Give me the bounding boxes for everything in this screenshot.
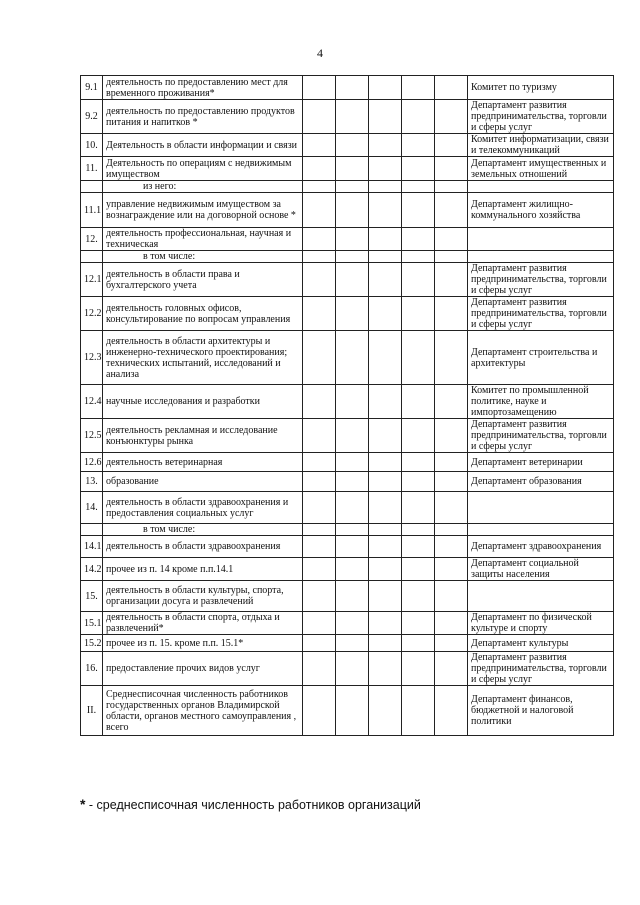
page-number: 4 [317,46,323,60]
row-number: 11. [81,157,103,181]
footnote-star: * [80,796,86,812]
empty-value-cell [369,453,402,472]
empty-value-cell [402,181,435,193]
empty-value-cell [303,686,336,736]
empty-value-cell [435,385,468,419]
empty-value-cell [336,419,369,453]
empty-value-cell [369,263,402,297]
empty-value-cell [369,472,402,492]
empty-value-cell [402,193,435,228]
empty-value-cell [336,472,369,492]
row-number: II. [81,686,103,736]
empty-value-cell [402,492,435,524]
empty-value-cell [303,453,336,472]
responsible-department: Департамент строительства и архитектуры [468,331,614,385]
activity-name: научные исследования и разработки [103,385,303,419]
table-row [81,385,614,419]
empty-value-cell [402,453,435,472]
empty-value-cell [369,558,402,581]
empty-value-cell [303,297,336,331]
empty-value-cell [435,492,468,524]
empty-value-cell [303,251,336,263]
empty-value-cell [369,635,402,652]
activity-name: прочее из п. 14 кроме п.п.14.1 [103,558,303,581]
empty-value-cell [303,193,336,228]
empty-value-cell [369,419,402,453]
table-row [81,453,614,472]
empty-value-cell [336,181,369,193]
empty-value-cell [369,134,402,157]
empty-value-cell [336,652,369,686]
table-row [81,76,614,100]
empty-value-cell [369,492,402,524]
row-number: 14.2 [81,558,103,581]
activity-name: деятельность рекламная и исследование конъюнктуры рынка [103,419,303,453]
empty-value-cell [435,652,468,686]
empty-value-cell [303,263,336,297]
empty-value-cell [369,524,402,536]
empty-value-cell [435,297,468,331]
activity-name: деятельность в области здравоохранения и предоставления социальных услуг [103,492,303,524]
table-body [81,76,614,736]
activity-name: деятельность по предоставлению мест для временного проживания* [103,76,303,100]
activity-name: деятельность по предоставлению продуктов питания и напитков * [103,100,303,134]
table-row [81,181,614,193]
empty-value-cell [303,157,336,181]
empty-value-cell [303,581,336,612]
empty-value-cell [435,419,468,453]
table-row [81,536,614,558]
empty-value-cell [435,263,468,297]
table-row [81,134,614,157]
footnote [80,796,421,812]
row-number: 12.3 [81,331,103,385]
activity-name: деятельность в области права и бухгалтерского учета [103,263,303,297]
responsible-department [468,251,614,263]
empty-value-cell [303,181,336,193]
empty-value-cell [336,686,369,736]
empty-value-cell [336,251,369,263]
empty-value-cell [303,612,336,635]
empty-value-cell [336,228,369,251]
table-row [81,524,614,536]
empty-value-cell [435,134,468,157]
activity-name: в том числе: [103,251,303,263]
empty-value-cell [336,635,369,652]
table-row [81,558,614,581]
empty-value-cell [402,134,435,157]
empty-value-cell [402,612,435,635]
activity-name: из него: [103,181,303,193]
table-row [81,612,614,635]
row-number: 12.4 [81,385,103,419]
responsible-department: Комитет информатизации, связи и телекоммуникаций [468,134,614,157]
row-number: 16. [81,652,103,686]
table-row [81,472,614,492]
row-number: 15. [81,581,103,612]
responsible-department: Департамент здравоохранения [468,536,614,558]
empty-value-cell [336,385,369,419]
empty-value-cell [336,297,369,331]
table-row [81,635,614,652]
empty-value-cell [303,385,336,419]
empty-value-cell [402,419,435,453]
table-row [81,251,614,263]
empty-value-cell [402,76,435,100]
empty-value-cell [369,100,402,134]
empty-value-cell [402,263,435,297]
table-row [81,686,614,736]
empty-value-cell [435,612,468,635]
empty-value-cell [435,536,468,558]
activity-name: деятельность ветеринарная [103,453,303,472]
activity-name: деятельность головных офисов, консультирование по вопросам управления [103,297,303,331]
row-number: 12.2 [81,297,103,331]
row-number: 12.5 [81,419,103,453]
row-number [81,524,103,536]
table-row [81,581,614,612]
empty-value-cell [435,472,468,492]
activity-name: деятельность в области спорта, отдыха и развлечений* [103,612,303,635]
empty-value-cell [435,181,468,193]
empty-value-cell [402,472,435,492]
row-number: 10. [81,134,103,157]
empty-value-cell [336,100,369,134]
empty-value-cell [336,492,369,524]
empty-value-cell [303,419,336,453]
responsible-department: Департамент развития предпринимательства, торговли и сферы услуг [468,419,614,453]
empty-value-cell [435,76,468,100]
empty-value-cell [303,635,336,652]
activity-name: управление недвижимым имуществом за вознаграждение или на договорной основе * [103,193,303,228]
empty-value-cell [303,652,336,686]
empty-value-cell [336,193,369,228]
empty-value-cell [402,157,435,181]
empty-value-cell [402,385,435,419]
empty-value-cell [369,612,402,635]
empty-value-cell [402,228,435,251]
empty-value-cell [402,251,435,263]
empty-value-cell [402,652,435,686]
empty-value-cell [369,193,402,228]
empty-value-cell [402,331,435,385]
empty-value-cell [303,524,336,536]
empty-value-cell [435,157,468,181]
responsible-department [468,228,614,251]
empty-value-cell [336,157,369,181]
empty-value-cell [402,558,435,581]
responsible-department: Департамент финансов, бюджетной и налоговой политики [468,686,614,736]
table-row [81,193,614,228]
empty-value-cell [435,193,468,228]
responsible-department: Департамент развития предпринимательства, торговли и сферы услуг [468,297,614,331]
responsible-department: Департамент развития предпринимательства, торговли и сферы услуг [468,263,614,297]
empty-value-cell [369,76,402,100]
activity-name: Деятельность в области информации и связи [103,134,303,157]
empty-value-cell [369,297,402,331]
empty-value-cell [402,297,435,331]
empty-value-cell [336,263,369,297]
empty-value-cell [369,686,402,736]
footnote-text: - среднесписочная численность работников организаций [85,798,421,812]
empty-value-cell [402,524,435,536]
table-row [81,331,614,385]
empty-value-cell [303,331,336,385]
empty-value-cell [303,558,336,581]
empty-value-cell [435,686,468,736]
departments-table [80,75,614,736]
empty-value-cell [402,536,435,558]
empty-value-cell [336,558,369,581]
row-number: 9.2 [81,100,103,134]
activity-name: Среднесписочная численность работников государственных органов Владимирской области, органов местного самоуправления , всего [103,686,303,736]
responsible-department: Департамент образования [468,472,614,492]
responsible-department [468,181,614,193]
empty-value-cell [435,558,468,581]
table-row [81,419,614,453]
responsible-department: Департамент развития предпринимательства, торговли и сферы услуг [468,100,614,134]
empty-value-cell [336,536,369,558]
empty-value-cell [369,331,402,385]
activity-name: Деятельность по операциям с недвижимым имуществом [103,157,303,181]
table-row [81,652,614,686]
empty-value-cell [303,536,336,558]
activity-name: деятельность в области культуры, спорта, организации досуга и развлечений [103,581,303,612]
row-number: 13. [81,472,103,492]
empty-value-cell [369,652,402,686]
responsible-department: Департамент по физической культуре и спорту [468,612,614,635]
empty-value-cell [303,492,336,524]
table-row [81,263,614,297]
empty-value-cell [336,612,369,635]
empty-value-cell [369,157,402,181]
row-number [81,181,103,193]
empty-value-cell [402,635,435,652]
row-number: 11.1 [81,193,103,228]
activity-name: предоставление прочих видов услуг [103,652,303,686]
empty-value-cell [402,686,435,736]
row-number: 9.1 [81,76,103,100]
activity-name: образование [103,472,303,492]
responsible-department: Департамент культуры [468,635,614,652]
empty-value-cell [369,536,402,558]
responsible-department [468,524,614,536]
row-number: 14. [81,492,103,524]
table-row [81,157,614,181]
empty-value-cell [336,76,369,100]
empty-value-cell [336,331,369,385]
responsible-department: Департамент жилищно-коммунального хозяйства [468,193,614,228]
responsible-department: Департамент имущественных и земельных отношений [468,157,614,181]
row-number: 12.6 [81,453,103,472]
responsible-department [468,581,614,612]
empty-value-cell [336,134,369,157]
table-row [81,228,614,251]
empty-value-cell [435,453,468,472]
activity-name: прочее из п. 15. кроме п.п. 15.1* [103,635,303,652]
empty-value-cell [369,181,402,193]
empty-value-cell [303,100,336,134]
empty-value-cell [303,228,336,251]
table-row [81,100,614,134]
empty-value-cell [435,251,468,263]
activity-name: деятельность в области здравоохранения [103,536,303,558]
responsible-department: Комитет по туризму [468,76,614,100]
activity-name: деятельность в области архитектуры и инженерно-технического проектирования; технических испытаний, исследований и анализа [103,331,303,385]
empty-value-cell [435,100,468,134]
row-number: 12.1 [81,263,103,297]
empty-value-cell [336,524,369,536]
empty-value-cell [336,453,369,472]
table-row [81,297,614,331]
empty-value-cell [435,228,468,251]
empty-value-cell [336,581,369,612]
row-number: 14.1 [81,536,103,558]
row-number: 15.1 [81,612,103,635]
activity-name: деятельность профессиональная, научная и техническая [103,228,303,251]
empty-value-cell [369,228,402,251]
responsible-department: Комитет по промышленной политике, науке и импортозамещению [468,385,614,419]
empty-value-cell [303,134,336,157]
empty-value-cell [402,100,435,134]
empty-value-cell [402,581,435,612]
empty-value-cell [369,251,402,263]
empty-value-cell [369,581,402,612]
empty-value-cell [303,76,336,100]
empty-value-cell [435,581,468,612]
responsible-department: Департамент ветеринарии [468,453,614,472]
row-number: 12. [81,228,103,251]
row-number: 15.2 [81,635,103,652]
responsible-department: Департамент развития предпринимательства, торговли и сферы услуг [468,652,614,686]
activity-name: в том числе: [103,524,303,536]
empty-value-cell [435,524,468,536]
responsible-department: Департамент социальной защиты населения [468,558,614,581]
empty-value-cell [303,472,336,492]
empty-value-cell [369,385,402,419]
empty-value-cell [435,635,468,652]
table-row [81,492,614,524]
row-number [81,251,103,263]
responsible-department [468,492,614,524]
empty-value-cell [435,331,468,385]
